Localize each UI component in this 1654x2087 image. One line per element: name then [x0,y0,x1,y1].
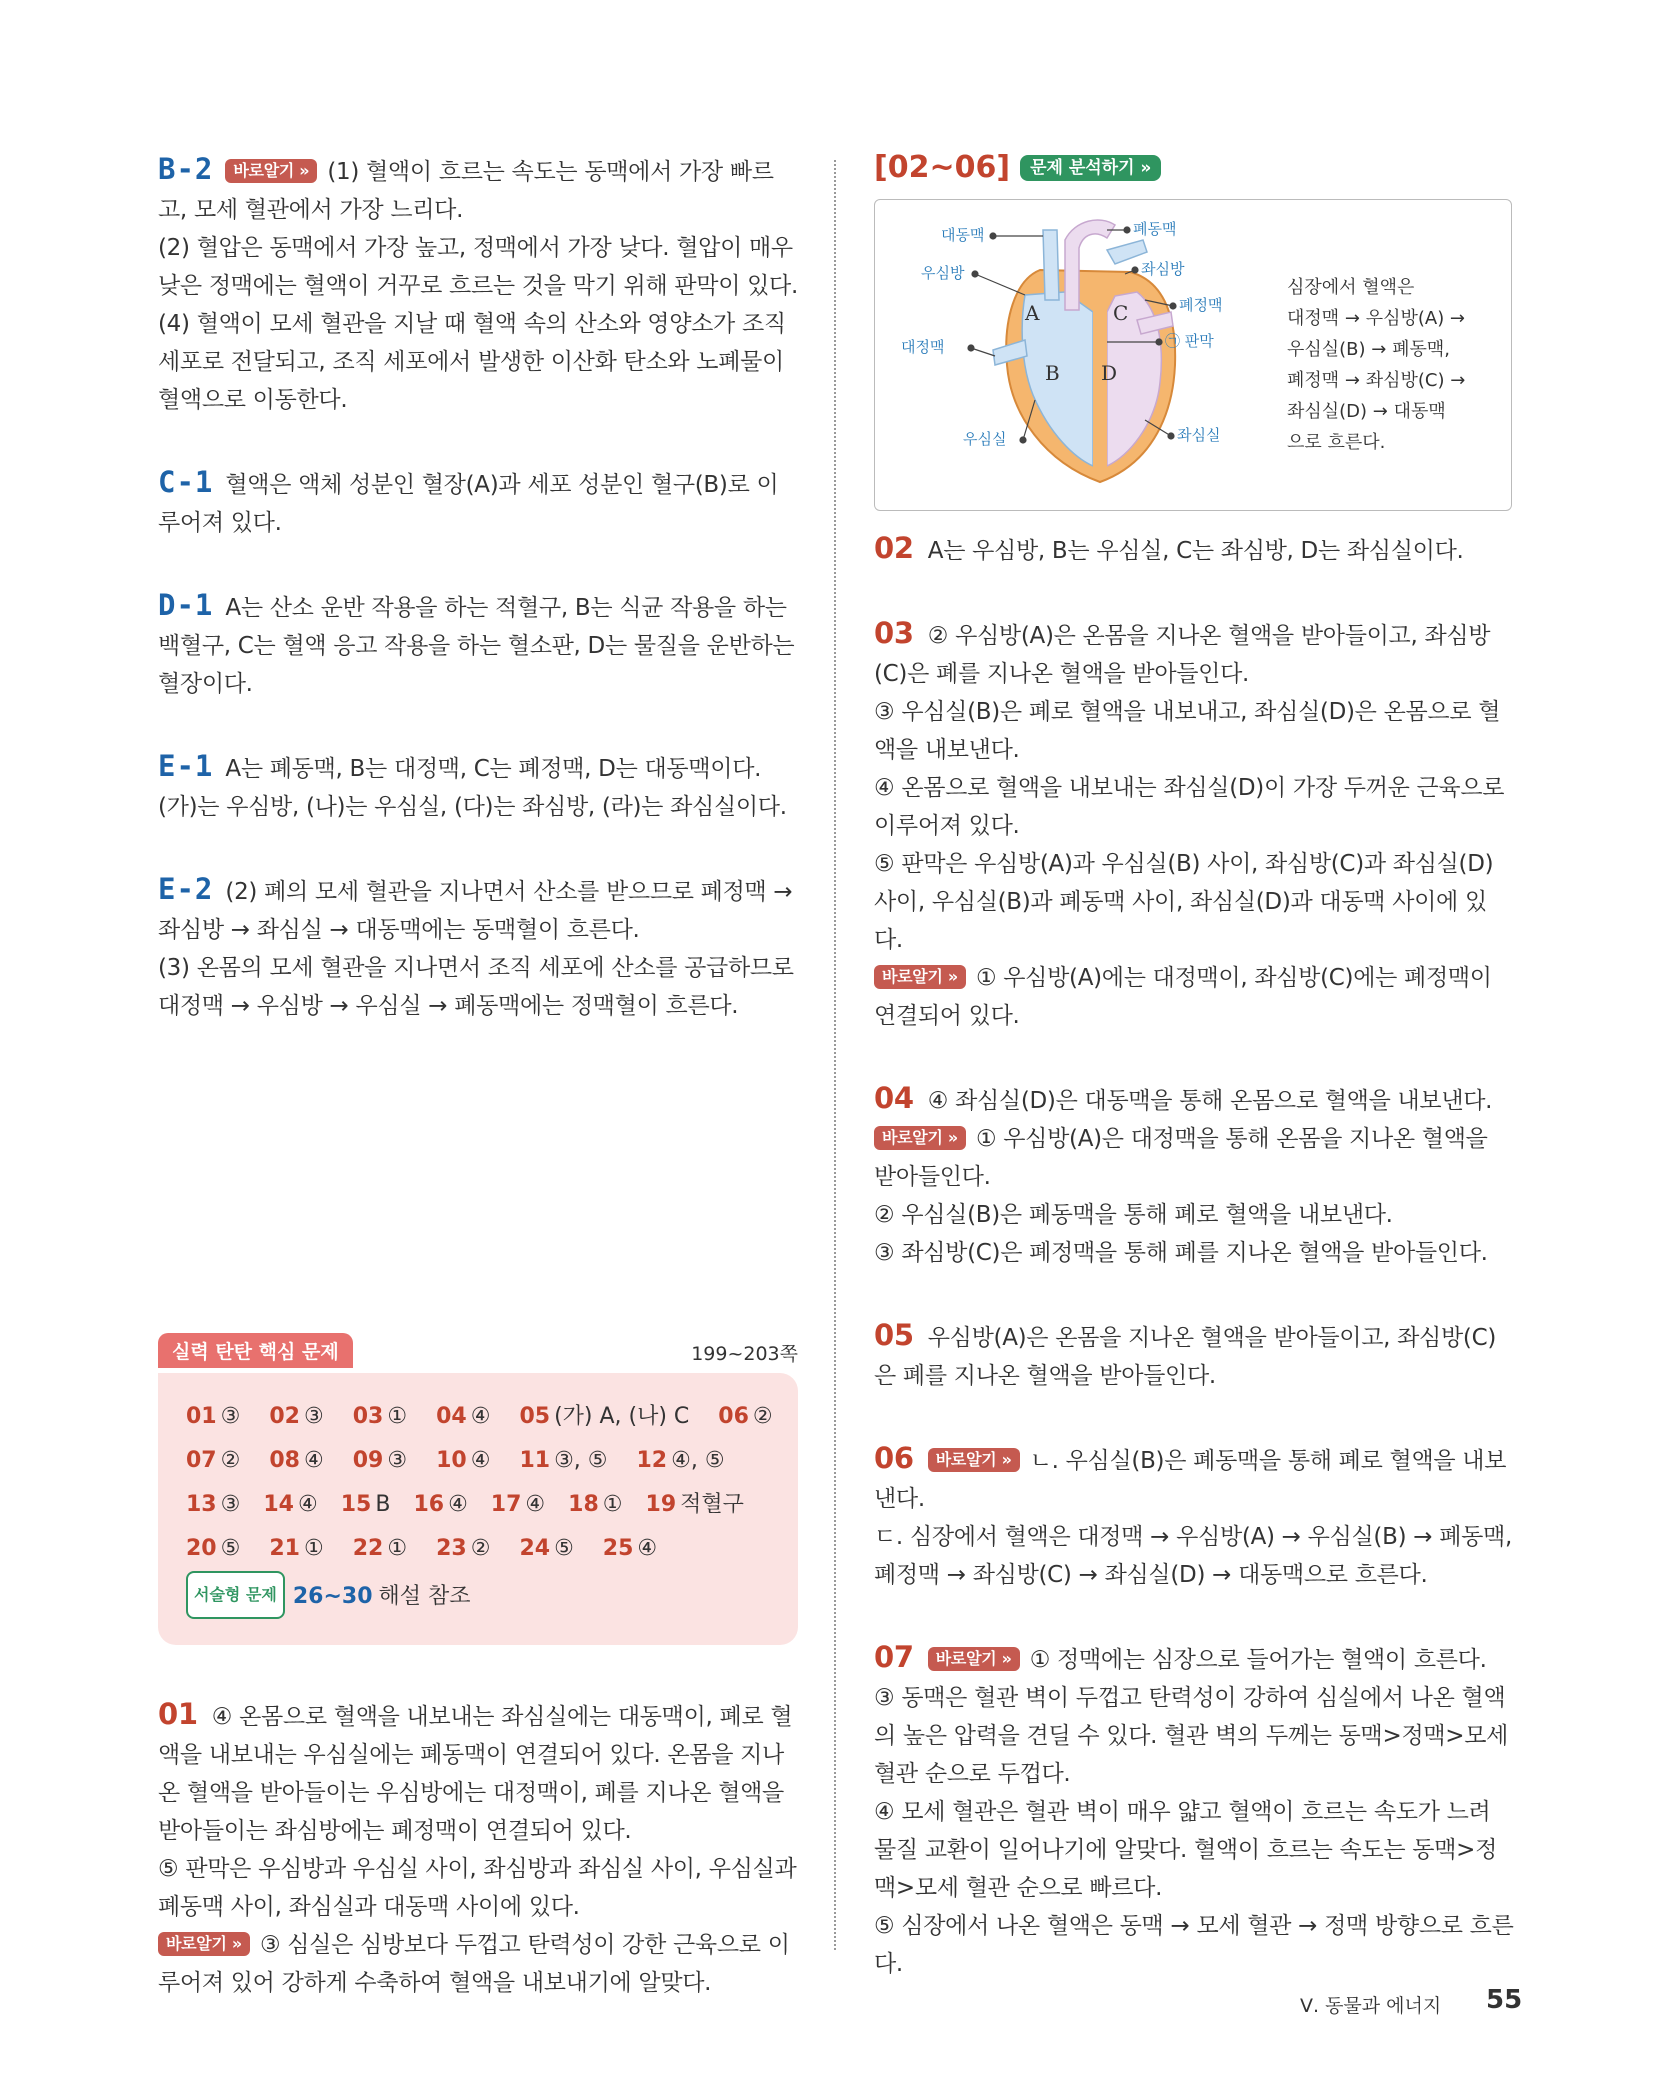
q04-text: ④ 좌심실(D)은 대동맥을 통해 온몸으로 혈액을 내보낸다. [927,1088,1493,1114]
label-b2: B-2 [158,152,214,186]
essay-tag: 서술형 문제 [186,1571,285,1619]
valve-label: ㉠ 판막 [1165,332,1214,350]
pulmonary-vein-label: 폐정맥 [1179,296,1223,314]
flow-line: 으로 흐른다. [1287,432,1386,453]
essay-row [186,1571,770,1619]
question-number: 04 [874,1081,914,1115]
question-number: 06 [874,1441,914,1475]
question-range: [02~06] [874,150,1011,185]
flow-line: 폐정맥 → 좌심방(C) → [1287,370,1466,391]
chapter-footer: Ⅴ. 동물과 에너지 [1300,1995,1442,2017]
answer-item: 08 ④ [269,1448,324,1473]
section-header [874,150,1514,185]
flow-line: 심장에서 혈액은 [1287,277,1415,298]
answer-item: 25 ④ [602,1536,658,1561]
answer-b2 [158,150,798,419]
question-number: 02 [874,531,914,565]
answer-key-title: 실력 탄탄 핵심 문제 [158,1333,353,1368]
question-number: 01 [158,1697,198,1731]
answer-item: 21 ① [269,1536,324,1561]
q04-line: ③ 좌심방(C)은 폐정맥을 통해 폐를 지나온 혈액을 받아들인다. [874,1240,1488,1266]
answer-item: 15 B [340,1492,391,1517]
e1-text: A는 폐동맥, B는 대정맥, C는 폐정맥, D는 대동맥이다. (가)는 우심방, (나)는 우심실, (다)는 좌심방, (라)는 좌심실이다. [158,756,787,820]
correction-tag: 바로알기 » [874,965,966,989]
answer-item: 07 ② [186,1448,241,1473]
analysis-tag: 문제 분석하기 » [1020,155,1161,181]
q03-tag-text: ① 우심방(A)에는 대정맥이, 좌심방(C)에는 폐정맥이 연결되어 있다. [874,965,1492,1029]
flow-line: 대정맥 → 우심방(A) → [1287,308,1466,329]
correction-tag: 바로알기 » [225,159,317,183]
q03-line: ② 우심방(A)은 온몸을 지나온 혈액을 받아들이고, 좌심방(C)은 폐를 지나온 혈액을 받아들인다. [874,623,1491,687]
e2-line: (2) 폐의 모세 혈관을 지나면서 산소를 받으므로 폐정맥 → 좌심방 → 좌심실 → 대동맥에는 동맥혈이 흐른다. [158,879,793,943]
answer-item: 16 ④ [413,1492,468,1517]
answer-item: 11 ③, ⑤ [519,1448,608,1473]
left-ventricle-label: 좌심실 [1177,426,1221,444]
answer-04 [874,1079,1514,1272]
correction-tag: 바로알기 » [928,1448,1020,1472]
q07-tag-text: ① 정맥에는 심장으로 들어가는 혈액이 흐른다. [1029,1647,1487,1673]
aorta-label: 대동맥 [941,226,985,244]
correction-tag: 바로알기 » [874,1126,966,1150]
answer-03 [874,614,1514,1035]
answer-item: 03 ① [352,1404,408,1429]
b2-line: (2) 혈압은 동맥에서 가장 높고, 정맥에서 가장 낮다. 혈압이 매우 낮은 정맥에는 혈액이 거꾸로 흐르는 것을 막기 위해 판막이 있다. [158,235,798,299]
q03-line: ⑤ 판막은 우심방(A)과 우심실(B) 사이, 좌심방(C)과 좌심실(D) 사이, 우심실(B)과 폐동맥 사이, 좌심실(D)과 대동맥 사이에 있다. [874,851,1494,953]
q01-line: ⑤ 판막은 우심방과 우심실 사이, 좌심방과 좌심실 사이, 우심실과 폐동맥 사이, 좌심실과 대동맥 사이에 있다. [158,1856,797,1920]
answer-01 [158,1695,798,2002]
flow-line: 우심실(B) → 폐동맥, [1287,339,1450,360]
answer-e2 [158,870,798,1025]
b2-line: (4) 혈액이 모세 혈관을 지날 때 혈액 속의 산소와 영양소가 조직 세포로 전달되고, 조직 세포에서 발생한 이산화 탄소와 노폐물이 혈액으로 이동한다. [158,311,786,413]
answer-row [186,1439,770,1483]
q05-text: 우심방(A)은 온몸을 지나온 혈액을 받아들이고, 좌심방(C)은 폐를 지나온 혈액을 받아들인다. [874,1325,1496,1389]
answer-item: 09 ③ [352,1448,408,1473]
answer-item: 06 ② [718,1404,773,1429]
c1-text: 혈액은 액체 성분인 혈장(A)과 세포 성분인 혈구(B)로 이루어져 있다. [158,472,779,536]
chamber-a-label: A [1025,301,1040,325]
answer-e1 [158,747,798,826]
b2-line: (1) 혈액이 흐르는 속도는 동맥에서 가장 빠르고, 모세 혈관에서 가장 느리다. [158,159,774,223]
answer-d1 [158,586,798,703]
left-column [158,150,798,2046]
answer-item: 24 ⑤ [519,1536,574,1561]
right-atrium-label: 우심방 [921,264,965,282]
essay-suffix: 해설 참조 [378,1584,471,1609]
q04-line: ② 우심실(B)은 폐동맥을 통해 폐로 혈액을 내보낸다. [874,1202,1393,1228]
answer-item: 20 ⑤ [186,1536,241,1561]
correction-tag: 바로알기 » [158,1932,250,1956]
answer-item: 01 ③ [186,1404,241,1429]
essay-range: 26~30 [292,1584,373,1609]
answer-05 [874,1316,1514,1395]
q03-line: ④ 온몸으로 혈액을 내보내는 좌심실(D)이 가장 두꺼운 근육으로 이루어져 있다. [874,775,1505,839]
answer-row [186,1395,773,1439]
heart-diagram [874,199,1512,511]
answer-row [186,1483,770,1527]
answer-item: 12 ④, ⑤ [636,1448,725,1473]
answer-item: 05 (가) A, (나) C [519,1404,690,1429]
question-number: 03 [874,616,914,650]
answer-06 [874,1439,1514,1594]
q06-tag-text: ㄴ. 우심실(B)은 폐동맥을 통해 폐로 혈액을 내보낸다. [874,1448,1507,1512]
q01-tag-text: ③ 심실은 심방보다 두껍고 탄력성이 강한 근육으로 이루어져 있어 강하게 수축하여 혈액을 내보내기에 알맞다. [158,1932,790,1996]
flow-line: 좌심실(D) → 대동맥 [1287,401,1446,422]
left-atrium-label: 좌심방 [1141,260,1185,278]
q07-line: ③ 동맥은 혈관 벽이 두껍고 탄력성이 강하여 심실에서 나온 혈액의 높은 압력을 견딜 수 있다. 혈관 벽의 두께는 동맥>정맥>모세 혈관 순으로 두껍다. [874,1685,1509,1787]
q01-line: ④ 온몸으로 혈액을 내보내는 좌심실에는 대동맥이, 폐로 혈액을 내보내는 우심실에는 폐동맥이 연결되어 있다. 온몸을 지나온 혈액을 받아들이는 우심방에는 대정맥이, 폐를 지나온 혈액을 받아들이는 좌심방에는 폐정맥이 연결되어 있다. [158,1704,793,1844]
answer-key-box [158,1373,798,1645]
answer-key-pages: 199~203쪽 [691,1343,798,1365]
label-c1: C-1 [158,465,214,499]
vena-cava-label: 대정맥 [901,338,945,356]
answer-row [186,1527,770,1571]
blood-flow-summary [1287,272,1497,458]
q06-line: ㄷ. 심장에서 혈액은 대정맥 → 우심방(A) → 우심실(B) → 폐동맥, 폐정맥 → 좌심방(C) → 좌심실(D) → 대동맥으로 흐른다. [874,1524,1513,1588]
d1-text: A는 산소 운반 작용을 하는 적혈구, B는 식균 작용을 하는 백혈구, C는 혈액 응고 작용을 하는 혈소판, D는 물질을 운반하는 혈장이다. [158,595,795,697]
q07-line: ④ 모세 혈관은 혈관 벽이 매우 얇고 혈액이 흐르는 속도가 느려 물질 교환이 일어나기에 알맞다. 혈액이 흐르는 속도는 동맥>정맥>모세 혈관 순으로 빠르다. [874,1799,1498,1901]
correction-tag: 바로알기 » [928,1647,1020,1671]
answer-item: 14 ④ [263,1492,318,1517]
answer-c1 [158,463,798,542]
answer-item: 19 적혈구 [645,1492,744,1517]
chamber-d-label: D [1101,361,1118,385]
answer-item: 13 ③ [186,1492,241,1517]
q04-tag-text: ① 우심방(A)은 대정맥을 통해 온몸을 지나온 혈액을 받아들인다. [874,1126,1488,1190]
page-number: 55 [1486,1985,1523,2015]
label-d1: D-1 [158,588,214,622]
answer-item: 23 ② [436,1536,491,1561]
answer-07 [874,1638,1514,1983]
label-e2: E-2 [158,872,214,906]
q03-line: ③ 우심실(B)은 폐로 혈액을 내보내고, 좌심실(D)은 온몸으로 혈액을 내보낸다. [874,699,1501,763]
answer-item: 04 ④ [436,1404,491,1429]
q02-text: A는 우심방, B는 우심실, C는 좌심방, D는 좌심실이다. [927,538,1464,564]
answer-item: 18 ① [568,1492,623,1517]
chamber-c-label: C [1113,301,1129,325]
answer-key-header [158,1333,798,1373]
answer-02 [874,529,1514,570]
right-ventricle-label: 우심실 [963,430,1007,448]
question-number: 05 [874,1318,914,1352]
chamber-b-label: B [1045,361,1060,385]
label-e1: E-1 [158,749,214,783]
answer-item: 10 ④ [436,1448,491,1473]
e2-line: (3) 온몸의 모세 혈관을 지나면서 조직 세포에 산소를 공급하므로 대정맥 → 우심방 → 우심실 → 폐동맥에는 정맥혈이 흐른다. [158,955,794,1019]
q07-line: ⑤ 심장에서 나온 혈액은 동맥 → 모세 혈관 → 정맥 방향으로 흐른다. [874,1913,1514,1977]
answer-item: 22 ① [352,1536,408,1561]
right-column [874,150,1514,2027]
answer-item: 02 ③ [269,1404,324,1429]
column-divider [834,160,836,1950]
question-number: 07 [874,1640,914,1674]
pulmonary-artery-label: 폐동맥 [1133,220,1177,238]
answer-item: 17 ④ [490,1492,546,1517]
